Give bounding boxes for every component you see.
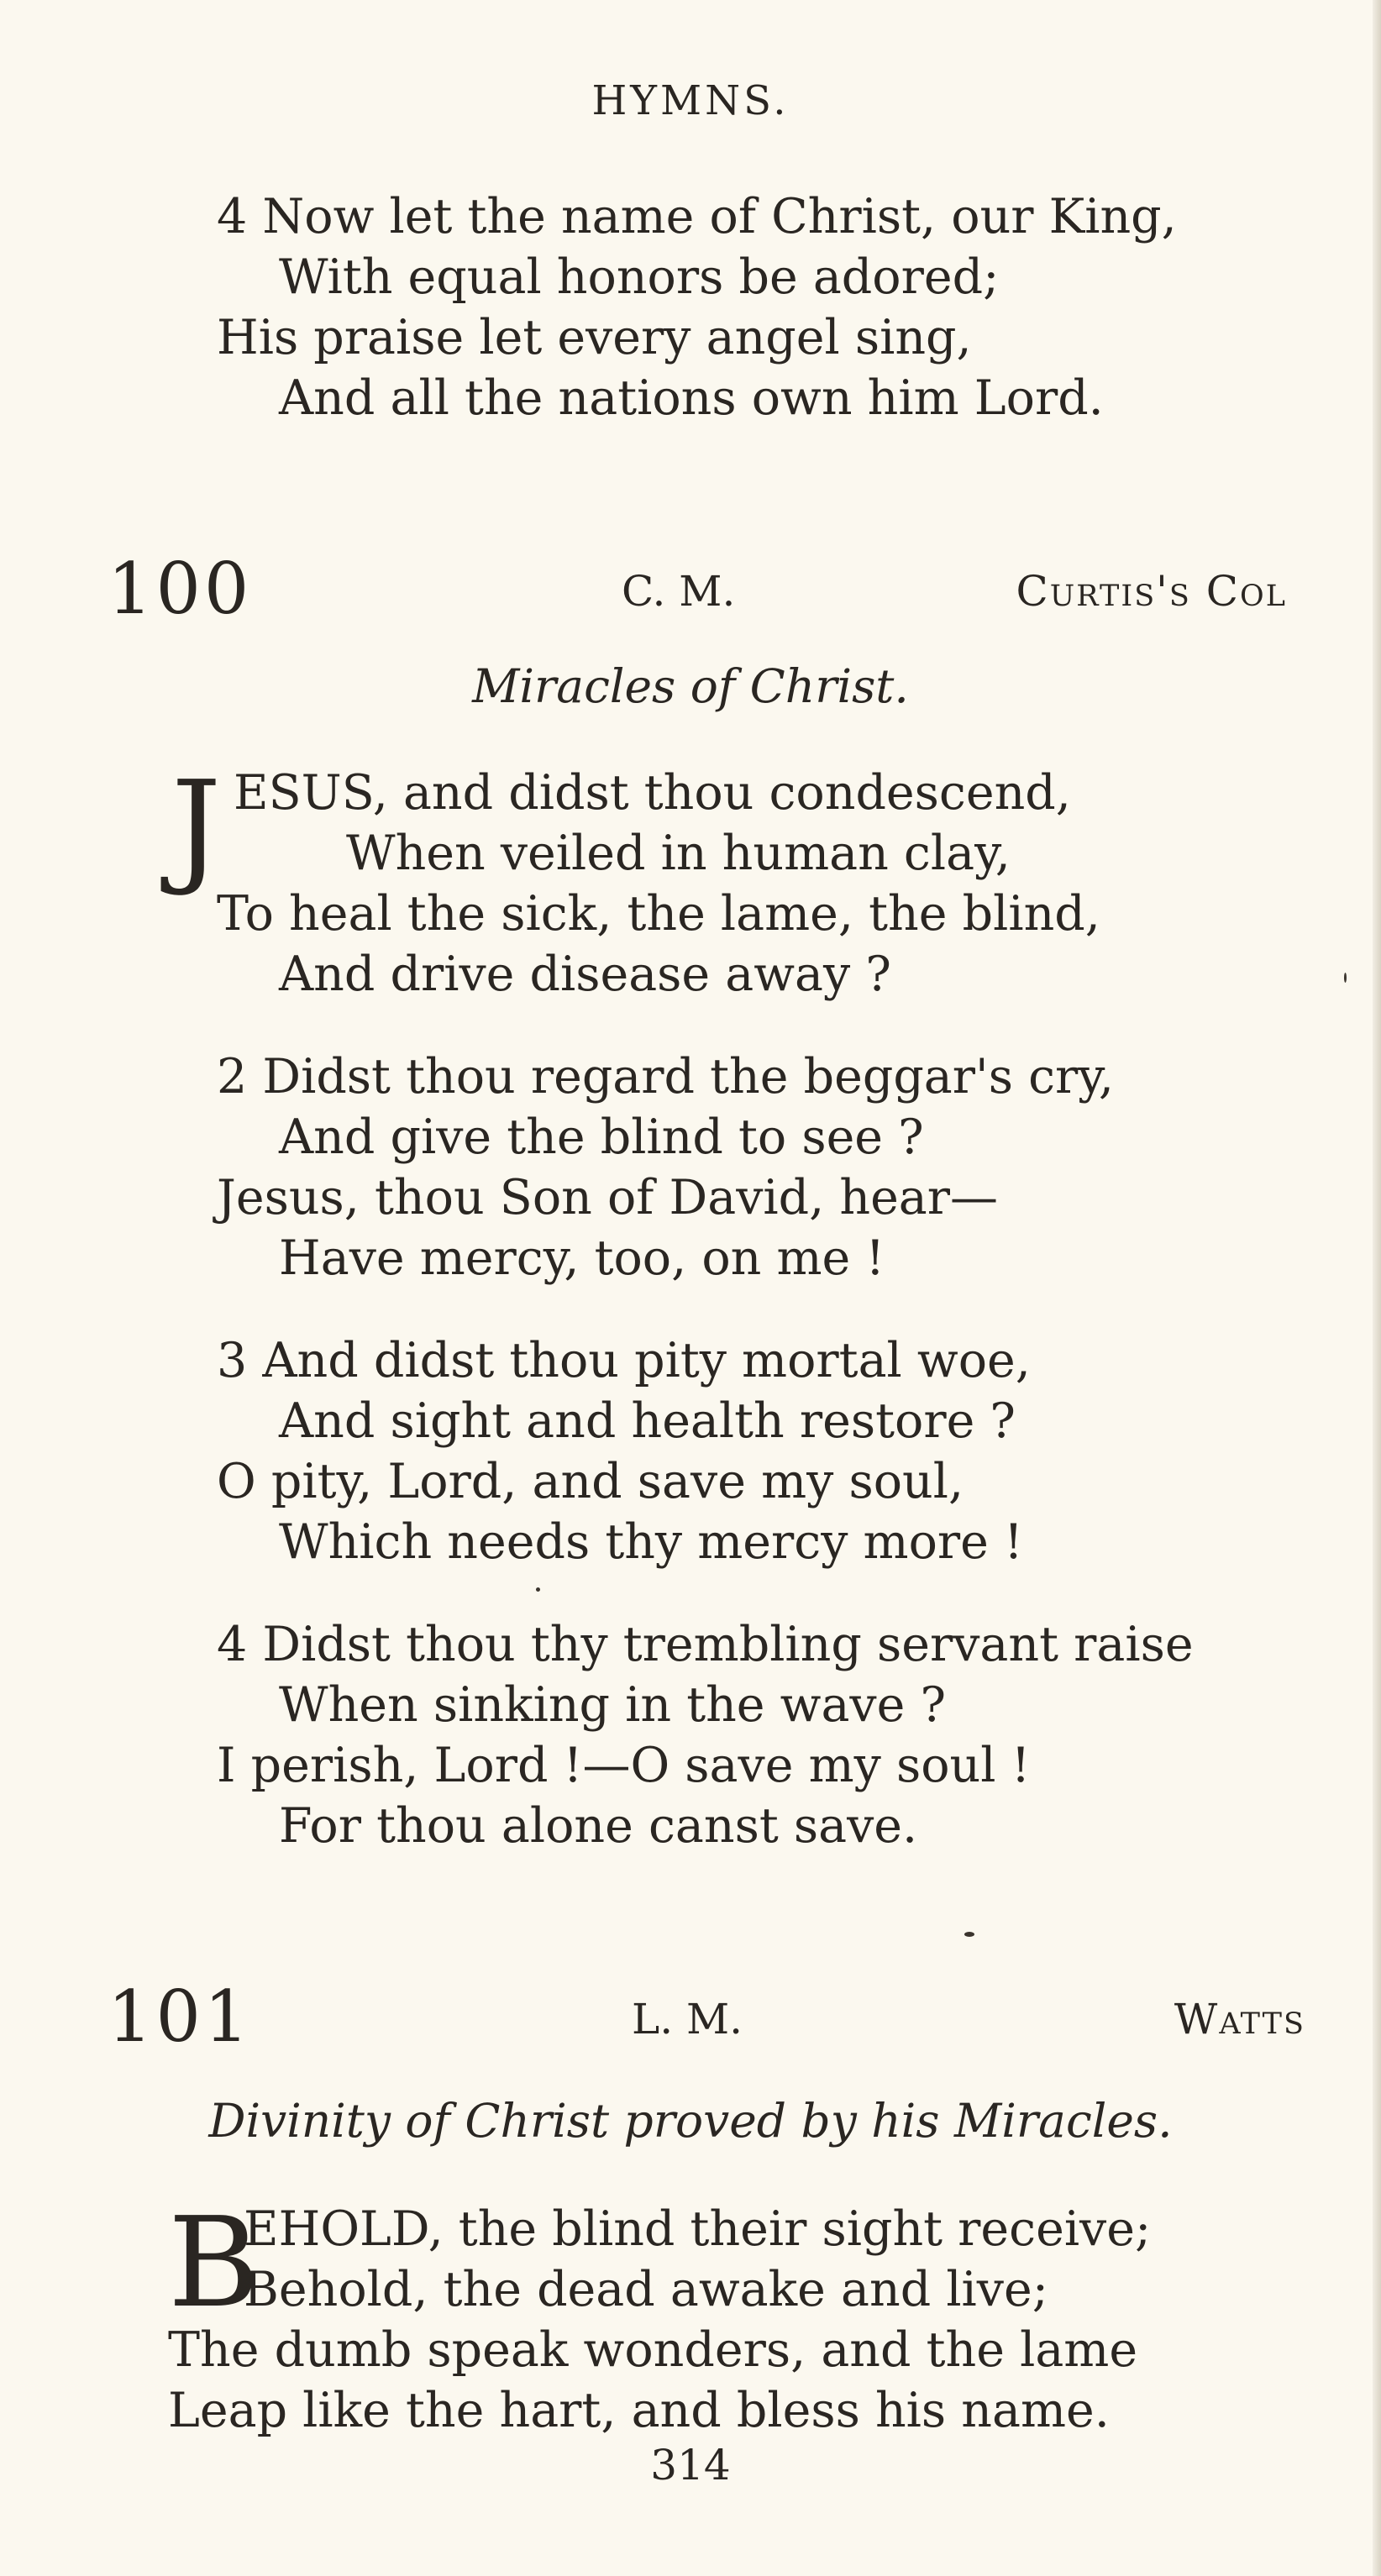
hymn-number: 101 xyxy=(108,1975,253,2058)
hymn-101-subject: Divinity of Christ proved by his Miracles. xyxy=(208,2094,1173,2148)
verse-line: And give the blind to see ? xyxy=(279,1110,924,1165)
drop-cap: J xyxy=(171,754,222,899)
verse-line: Jesus, thou Son of David, hear— xyxy=(217,1170,999,1225)
verse-line: 3 And didst thou pity mortal woe, xyxy=(217,1333,1031,1388)
verse-line: The dumb speak wonders, and the lame xyxy=(168,2322,1138,2378)
hymn-100-stanza-1-opening xyxy=(0,754,1381,899)
verse-line: For thou alone canst save. xyxy=(279,1798,918,1854)
verse-line: And sight and health restore ? xyxy=(279,1393,1016,1449)
verse-line: Behold, the dead awake and live; xyxy=(244,2262,1048,2317)
hymn-100-stanza-2 xyxy=(0,1047,1114,1288)
drop-cap-lines xyxy=(234,763,1071,884)
running-head: HYMNS. xyxy=(591,77,790,124)
verse-line: His praise let every angel sing, xyxy=(217,310,972,365)
verse-line: ESUS, and didst thou condescend, xyxy=(234,765,1071,821)
verse-line: And drive disease away ? xyxy=(279,947,891,1002)
verse-line: To heal the sick, the lame, the blind, xyxy=(217,886,1100,942)
drop-cap: B xyxy=(168,2190,260,2335)
verse-line: With equal honors be adored; xyxy=(279,249,1000,305)
page-edge xyxy=(1373,0,1381,2576)
hymn-100-heading xyxy=(0,548,1381,630)
hymn-101-heading xyxy=(0,1975,1381,2058)
verse-line: Which needs thy mercy more ! xyxy=(279,1514,1023,1570)
hymn-meter: C. M. xyxy=(622,567,736,616)
verse-line: EHOLD, the blind their sight receive; xyxy=(244,2201,1152,2257)
verse-line: And all the nations own him Lord. xyxy=(279,370,1104,426)
verse-line: 2 Didst thou regard the beggar's cry, xyxy=(217,1049,1114,1104)
page-number: 314 xyxy=(650,2441,731,2489)
verse-line: I perish, Lord !—O save my soul ! xyxy=(217,1738,1031,1793)
hymn-tune: Watts xyxy=(1174,1995,1305,2043)
verse-line: When sinking in the wave ? xyxy=(279,1677,947,1733)
hymn-101-stanza-1-opening xyxy=(0,2190,1381,2335)
hymn-100-stanza-4 xyxy=(0,1614,1194,1856)
hymn-99-stanza-4 xyxy=(0,186,1177,428)
verse-line: O pity, Lord, and save my soul, xyxy=(217,1454,964,1509)
hymn-101-stanza-1-rest xyxy=(0,2320,1137,2441)
verse-line: Have mercy, too, on me ! xyxy=(279,1230,885,1286)
print-speck xyxy=(964,1932,974,1937)
hymn-100-stanza-1-rest xyxy=(0,884,1100,1005)
hymn-100-subject: Miracles of Christ. xyxy=(472,659,909,713)
verse-line: When veiled in human clay, xyxy=(346,826,1011,881)
hymn-meter: L. M. xyxy=(632,1995,743,2043)
drop-cap-lines xyxy=(244,2199,1151,2320)
hymn-100-stanza-3 xyxy=(0,1330,1031,1572)
print-speck xyxy=(1344,973,1347,983)
verse-line: 4 Didst thou thy trembling servant raise xyxy=(217,1617,1194,1672)
hymn-number: 100 xyxy=(108,548,253,630)
verse-line: 4 Now let the name of Christ, our King, xyxy=(217,189,1177,244)
hymn-tune: Curtis's Col xyxy=(1016,567,1287,616)
verse-line: Leap like the hart, and bless his name. xyxy=(168,2383,1110,2438)
print-speck xyxy=(536,1587,540,1592)
